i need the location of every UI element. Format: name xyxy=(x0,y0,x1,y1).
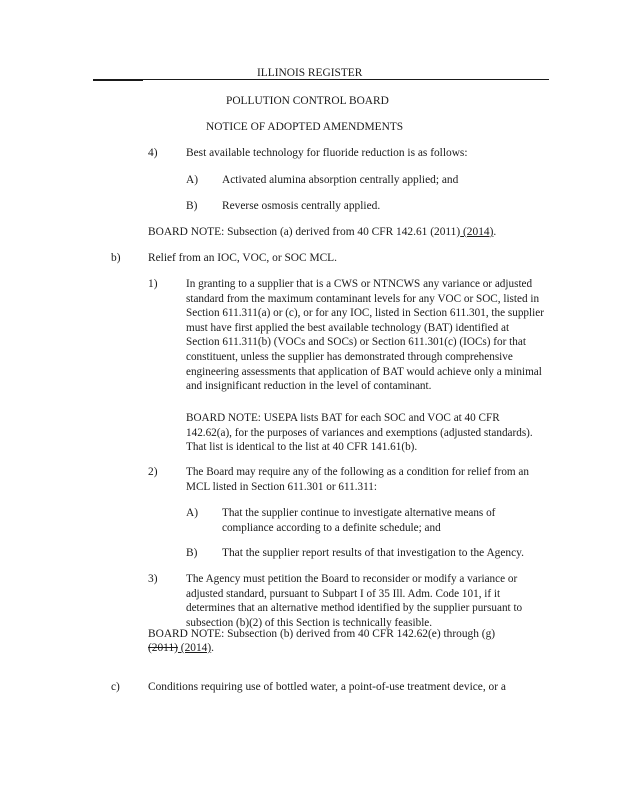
section-b-title: Relief from an IOC, VOC, or SOC MCL. xyxy=(148,252,337,264)
header-rule-mark xyxy=(93,80,143,81)
item-a4-number: 4) xyxy=(148,147,158,159)
item-b2-A-label: A) xyxy=(186,507,199,519)
item-b2-B-text: That the supplier report results of that investigation to the Agency. xyxy=(222,547,524,559)
header-rule xyxy=(93,79,549,80)
item-a4-A-label: A) xyxy=(186,174,199,186)
item-b1-text: In granting to a supplier that is a CWS or NTNCWS any variance or adjusted standard from the maximum contaminant levels for any VOC or SOC, listed in Section 611.311(a) or (c), or for any IOC, listed in Section 611.301, the supplier must have first applied the best available technology (BAT) identified at Section 611.311(b) (VOCs and SOCs) or Section 611.301(c) (IOCs) for that constituent, unless the supplier has demonstrated through comprehensive engineering assessments that application of BAT would achieve only a minimal and insignificant reduction in the level of contaminant. xyxy=(186,278,544,393)
item-b3-number: 3) xyxy=(148,573,158,585)
board-note-a xyxy=(148,225,496,240)
register-title: ILLINOIS REGISTER xyxy=(257,67,363,79)
item-a4-B-label: B) xyxy=(186,200,198,212)
board-note-b-line1: BOARD NOTE: Subsection (b) derived from 40 CFR 142.62(e) through (g) xyxy=(148,628,496,640)
section-b-label: b) xyxy=(111,252,121,264)
item-b2-B-label: B) xyxy=(186,547,198,559)
board-note-b-line2 xyxy=(148,641,214,656)
item-b1-number: 1) xyxy=(148,278,158,290)
notice-title: NOTICE OF ADOPTED AMENDMENTS xyxy=(206,121,404,133)
section-c-label: c) xyxy=(111,681,120,693)
item-a4-B-text: Reverse osmosis centrally applied. xyxy=(222,200,381,212)
board-note-b-added: (2014) xyxy=(177,642,212,654)
item-b2-number: 2) xyxy=(148,466,158,478)
board-note-b-deleted: (2011) xyxy=(148,642,178,654)
board-note-b-end: . xyxy=(211,642,215,654)
item-b1-note: BOARD NOTE: USEPA lists BAT for each SOC and VOC at 40 CFR 142.62(a), for the purposes of variances and exemptions (adjusted standards). That list is identical to the list at 40 CFR 141.61(b). xyxy=(186,412,533,454)
item-b2-A-text: That the supplier continue to investigate alternative means of compliance according to a definite schedule; and xyxy=(222,507,496,534)
section-c-text: Conditions requiring use of bottled water, a point-of-use treatment device, or a xyxy=(148,681,506,693)
item-b3-text: The Agency must petition the Board to reconsider or modify a variance or adjusted standard, pursuant to Subpart I of 35 Ill. Adm. Code 101, if it determines that an alternative method identified by the supplier pursuant to subsection (b)(2) of this Section is technically feasible. xyxy=(186,573,523,629)
board-title: POLLUTION CONTROL BOARD xyxy=(226,95,389,107)
item-a4-A-text: Activated alumina absorption centrally applied; and xyxy=(222,174,459,186)
item-b2-text: The Board may require any of the following as a condition for relief from an MCL listed in Section 611.301 or 611.311: xyxy=(186,466,529,493)
item-a4-text: Best available technology for fluoride reduction is as follows: xyxy=(186,147,468,159)
board-note-a-added: (2014) xyxy=(460,226,494,238)
board-note-a-end: . xyxy=(493,226,497,238)
board-note-a-text: BOARD NOTE: Subsection (a) derived from 40 CFR 142.61 (2011) xyxy=(148,226,461,238)
